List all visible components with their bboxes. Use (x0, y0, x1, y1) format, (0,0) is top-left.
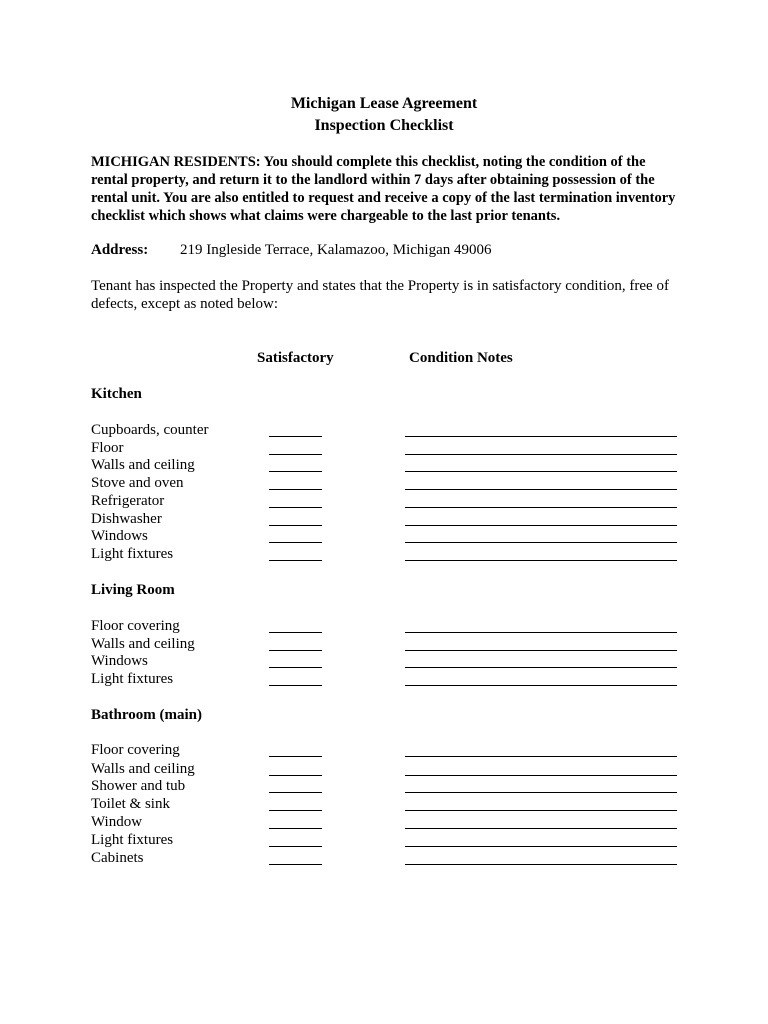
satisfactory-blank[interactable] (269, 756, 322, 757)
checklist-row (91, 617, 691, 635)
item-label: Dishwasher (91, 511, 162, 527)
checklist-row (91, 545, 691, 563)
condition-notes-blank[interactable] (405, 792, 677, 793)
item-label: Cabinets (91, 850, 144, 866)
address-label: Address: (91, 242, 149, 258)
inspection-statement: Tenant has inspected the Property and states that the Property is in satisfactory condition, free of defects, except as noted below: (91, 278, 669, 312)
satisfactory-blank[interactable] (269, 828, 322, 829)
checklist-row (91, 741, 691, 759)
satisfactory-blank[interactable] (269, 667, 322, 668)
satisfactory-blank[interactable] (269, 489, 322, 490)
section-title-living-room: Living Room (91, 582, 175, 598)
address-value: 219 Ingleside Terrace, Kalamazoo, Michigan 49006 (180, 242, 492, 258)
condition-notes-blank[interactable] (405, 489, 677, 490)
document-title: Michigan Lease Agreement (290, 95, 478, 112)
condition-notes-blank[interactable] (405, 471, 677, 472)
checklist-row (91, 652, 691, 670)
checklist-row (91, 492, 691, 510)
satisfactory-column-header: Satisfactory (257, 350, 334, 366)
item-label: Shower and tub (91, 778, 186, 794)
satisfactory-blank[interactable] (269, 775, 322, 776)
condition-notes-column-header: Condition Notes (409, 350, 513, 366)
item-label: Walls and ceiling (91, 636, 195, 652)
item-label: Windows (91, 528, 148, 544)
satisfactory-blank[interactable] (269, 542, 322, 543)
checklist-row (91, 510, 691, 528)
item-label: Light fixtures (91, 671, 174, 687)
checklist-row (91, 849, 691, 867)
item-label: Floor covering (91, 618, 180, 634)
condition-notes-blank[interactable] (405, 525, 677, 526)
satisfactory-blank[interactable] (269, 454, 322, 455)
satisfactory-blank[interactable] (269, 846, 322, 847)
item-label: Floor covering (91, 742, 180, 758)
condition-notes-blank[interactable] (405, 775, 677, 776)
satisfactory-blank[interactable] (269, 685, 322, 686)
satisfactory-blank[interactable] (269, 632, 322, 633)
item-label: Refrigerator (91, 493, 165, 509)
condition-notes-blank[interactable] (405, 650, 677, 651)
section-title-kitchen: Kitchen (91, 386, 142, 402)
checklist-row (91, 813, 691, 831)
item-label: Toilet & sink (91, 796, 170, 812)
condition-notes-blank[interactable] (405, 560, 677, 561)
condition-notes-blank[interactable] (405, 632, 677, 633)
item-label: Cupboards, counter (91, 422, 209, 438)
item-label: Walls and ceiling (91, 457, 195, 473)
document-subtitle: Inspection Checklist (314, 117, 454, 134)
checklist-row (91, 474, 691, 492)
satisfactory-blank[interactable] (269, 650, 322, 651)
checklist-row (91, 527, 691, 545)
checklist-row (91, 635, 691, 653)
item-label: Floor (91, 440, 124, 456)
condition-notes-blank[interactable] (405, 810, 677, 811)
item-label: Light fixtures (91, 832, 174, 848)
satisfactory-blank[interactable] (269, 864, 322, 865)
satisfactory-blank[interactable] (269, 560, 322, 561)
checklist-row (91, 795, 691, 813)
satisfactory-blank[interactable] (269, 525, 322, 526)
condition-notes-blank[interactable] (405, 436, 677, 437)
section-title-bathroom-main: Bathroom (main) (91, 707, 202, 723)
checklist-row (91, 439, 691, 457)
residents-notice: MICHIGAN RESIDENTS: You should complete this checklist, noting the condition of the rental property, and return it to the landlord within 7 days after obtaining possession of the rental unit. You are also entitled to request and receive a copy of the last termination inventory checklist which shows what claims were chargeable to the last prior tenants. (91, 154, 676, 224)
condition-notes-blank[interactable] (405, 846, 677, 847)
address-line (91, 241, 491, 259)
checklist-row (91, 760, 691, 778)
item-label: Window (91, 814, 143, 830)
condition-notes-blank[interactable] (405, 756, 677, 757)
checklist-row (91, 777, 691, 795)
satisfactory-blank[interactable] (269, 792, 322, 793)
satisfactory-blank[interactable] (269, 810, 322, 811)
condition-notes-blank[interactable] (405, 507, 677, 508)
item-label: Stove and oven (91, 475, 184, 491)
condition-notes-blank[interactable] (405, 542, 677, 543)
checklist-row (91, 421, 691, 439)
checklist-row (91, 831, 691, 849)
condition-notes-blank[interactable] (405, 667, 677, 668)
checklist-row (91, 670, 691, 688)
item-label: Walls and ceiling (91, 761, 195, 777)
satisfactory-blank[interactable] (269, 471, 322, 472)
condition-notes-blank[interactable] (405, 864, 677, 865)
item-label: Light fixtures (91, 546, 174, 562)
checklist-row (91, 456, 691, 474)
condition-notes-blank[interactable] (405, 685, 677, 686)
satisfactory-blank[interactable] (269, 436, 322, 437)
item-label: Windows (91, 653, 148, 669)
condition-notes-blank[interactable] (405, 828, 677, 829)
condition-notes-blank[interactable] (405, 454, 677, 455)
satisfactory-blank[interactable] (269, 507, 322, 508)
